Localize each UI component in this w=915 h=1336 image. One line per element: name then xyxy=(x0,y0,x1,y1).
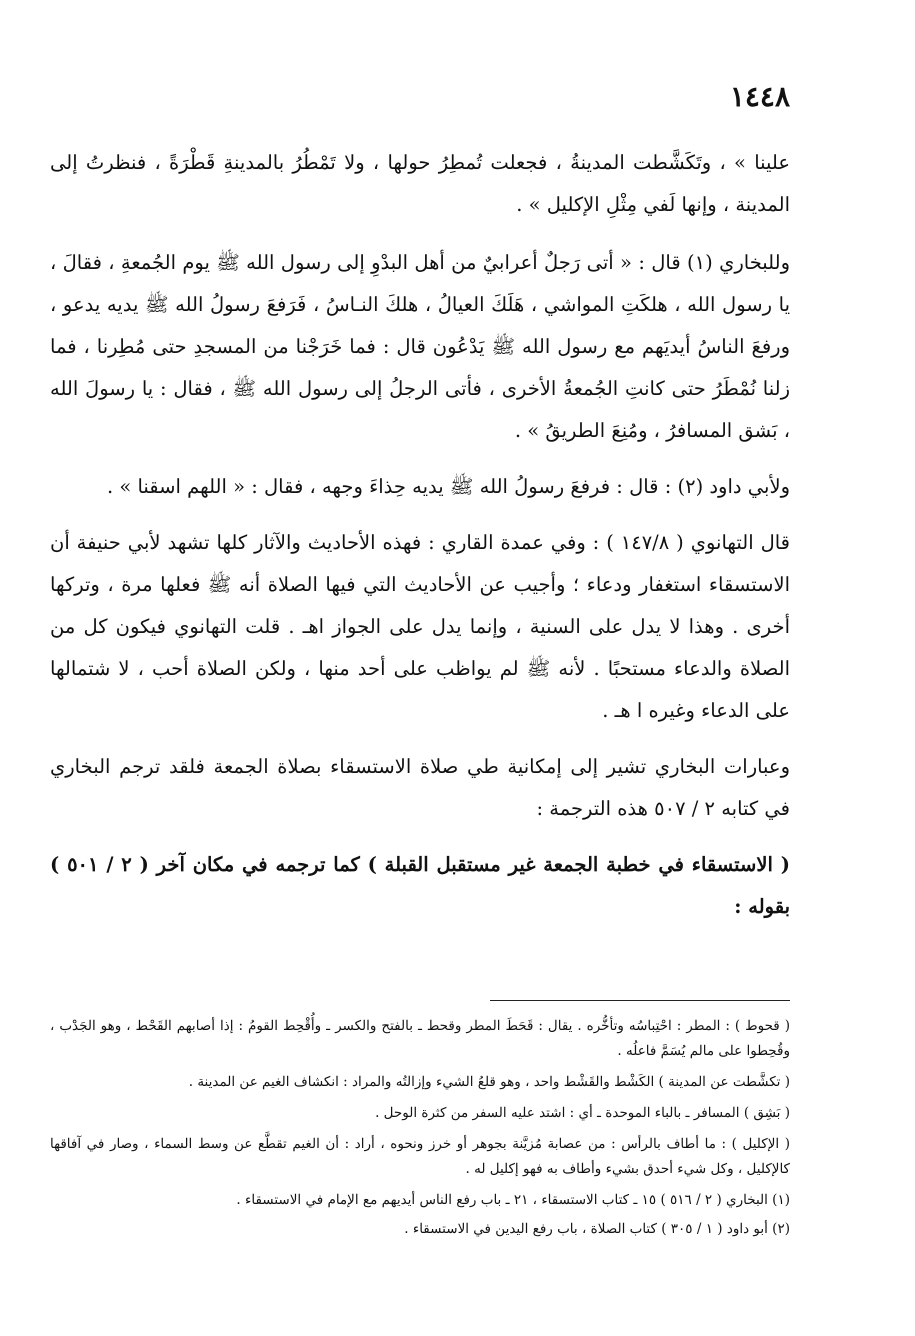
paragraph-5: وعبارات البخاري تشير إلى إمكانية طي صلاة الاستسقاء بصلاة الجمعة فلقد ترجم البخاري في كتابه ٢ / ٥٠٧ هذه الترجمة : xyxy=(50,755,790,820)
footnote-divider xyxy=(490,1000,790,1001)
paragraph-3: ولأبي داود (٢) : قال : فرفعَ رسولُ الله ﷺ يديه حِذاءَ وجهه ، فقال : « اللهم اسقنا » . xyxy=(106,475,790,498)
paragraph-2: وللبخاري (١) قال : « أتى رَجلٌ أعرابيٌ من أهل البدْوِ إلى رسول الله ﷺ يوم الجُمعةِ ، فقالَ ، يا رسول الله ، هلكَتِ المواشي ، هَلَكَ العيالُ ، هلكَ النـاسُ ، فَرَفعَ رسولُ الله ﷺ يديه يدعو ، ورفعَ الناسُ أيديَهم مع رسول الله ﷺ يَدْعُون قال : فما خَرَجْنا من المسجدِ حتى مُطِرنا ، فما زلنا نُمْطَرُ حتى كانتِ الجُمعةُ الأخرى ، فأتى الرجلُ إلى رسول الله ﷺ ، فقال : يا رسولَ الله ، بَشق المسافرُ ، ومُنِعَ الطريقُ » . xyxy=(50,251,790,442)
footnotes xyxy=(50,1014,790,1246)
reference-2: (٢) أبو داود ( ١ / ٣٠٥ ) كتاب الصلاة ، باب رفع اليدين في الاستسقاء . xyxy=(404,1221,790,1237)
paragraph-6: ( الاستسقاء في خطبة الجمعة غير مستقبل القبلة ) كما ترجمه في مكان آخر ( ٢ / ٥٠١ ) بقوله : xyxy=(50,853,790,918)
paragraph-4: قال التهانوي ( ١٤٧/٨ ) : وفي عمدة القاري : فهذه الأحاديث والآثار كلها تشهد لأبي حنيفة أن الاستسقاء استغفار ودعاء ؛ وأجيب عن الأحاديث التي فيها الصلاة أنه ﷺ فعلها مرة ، وتركها أخرى . وهذا لا يدل على السنية ، وإنما يدل على الجواز اهـ . قلت التهانوي فيكون كل من الصلاة والدعاء مستحبًا . لأنه ﷺ لم يواظب على أحد منها ، ولكن الصلاة أحب ، لا شتمالها على الدعاء وغيره ا هـ . xyxy=(50,531,791,722)
footnote-qahut: ( قحوط ) : المطر : احْتِباسُه وتأخُّره . يقال : قَحَطَ المطر وقحط ـ بالفتح والكسر ـ وأُقْحِط القومُ : إذا أصابهم القَحْط ، وهو الجَدْب ، وقُحِطوا على مالم يُسَمَّ فاعلُه . xyxy=(50,1018,790,1059)
paragraph-1: علينا » ، وتَكَشَّطت المدينةُ ، فجعلت تُمطِرُ حولها ، ولا تَمْطُرُ بالمدينةِ قَطْرَةً ، فنظرتُ إلى المدينة ، وإنها لَفي مِثْلِ الإكليل » . xyxy=(50,151,790,216)
reference-1: (١) البخاري ( ٢ / ٥١٦ ) ١٥ ـ كتاب الاستسقاء ، ٢١ ـ باب رفع الناس أيديهم مع الإمام في الاستسقاء . xyxy=(236,1192,790,1208)
footnote-takashatat: ( تكشَّطت عن المدينة ) الكَشْط والقَشْط واحد ، وهو قلعُ الشيء وإزالتُه والمراد : انكشاف الغيم عن المدينة . xyxy=(188,1074,790,1090)
footnote-iklil: ( الإكليل ) : ما أطاف بالرأس : من عصابة مُزيَّنة بجوهر أو خرز ونحوه ، أراد : أن الغيم تقطَّع عن وسط السماء ، وصار في آفاقها كالإكليل ، وكل شيء أحدق بشيء وأطاف به فهو إكليل له . xyxy=(50,1136,790,1177)
main-text xyxy=(50,142,790,942)
document-page xyxy=(50,70,790,1310)
footnote-bashiq: ( بَشِق ) المسافر ـ بالباء الموحدة ـ أي : اشتد عليه السفر من كثرة الوحل . xyxy=(375,1105,790,1121)
page-number: ١٤٤٨ xyxy=(729,80,790,113)
